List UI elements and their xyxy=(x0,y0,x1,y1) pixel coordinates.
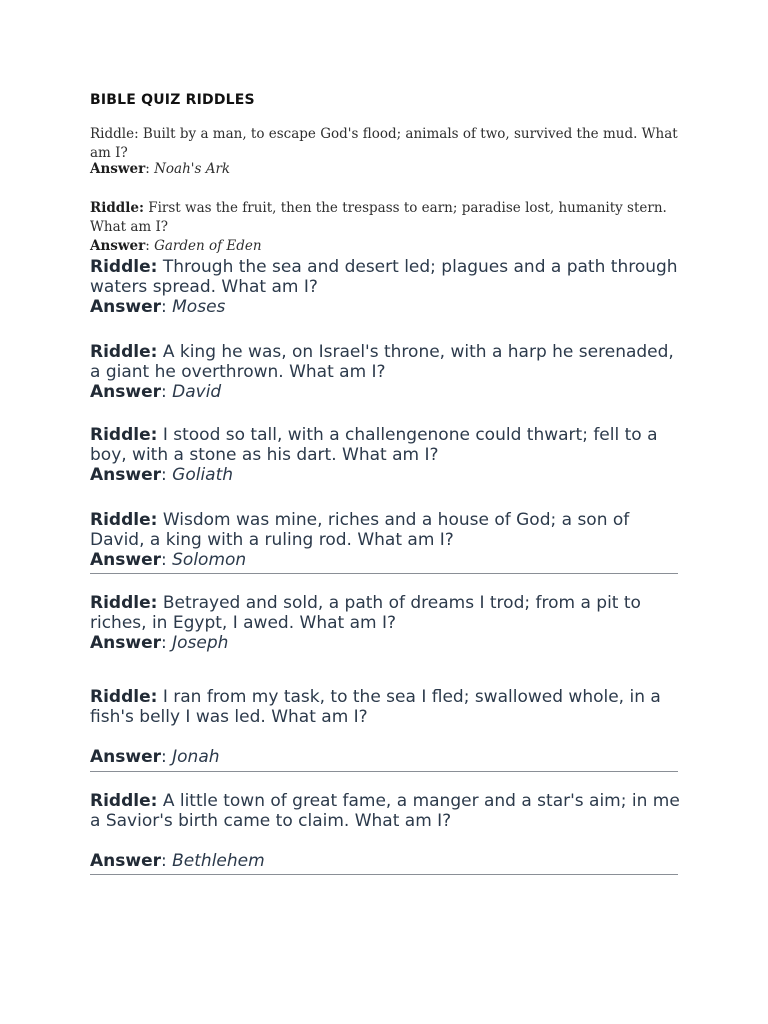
divider xyxy=(90,771,678,772)
riddle-label: Riddle: xyxy=(90,257,158,277)
answer-label: Answer xyxy=(90,382,161,402)
answer-label: Answer xyxy=(90,550,161,570)
riddle-label: Riddle: xyxy=(90,126,139,142)
answer-label: Answer xyxy=(90,747,161,767)
riddle-9 xyxy=(90,791,680,871)
answer-colon: : xyxy=(145,161,150,177)
riddle-5 xyxy=(90,425,680,485)
riddle-text: I stood so tall, with a challengenone could thwart; fell to a boy, with a stone as his dart. What am I? xyxy=(90,425,658,465)
riddle-8 xyxy=(90,687,680,767)
answer-colon: : xyxy=(161,382,167,402)
riddle-text: Through the sea and desert led; plagues and a path through waters spread. What am I? xyxy=(90,257,678,297)
riddle-text: Wisdom was mine, riches and a house of God; a son of David, a king with a ruling rod. What am I? xyxy=(90,510,630,550)
riddle-label: Riddle: xyxy=(90,342,158,362)
answer-colon: : xyxy=(161,633,167,653)
divider xyxy=(90,874,678,875)
answer-colon: : xyxy=(161,747,167,767)
answer-text: Goliath xyxy=(172,465,234,485)
answer-colon: : xyxy=(161,465,167,485)
answer-text: Jonah xyxy=(172,747,220,767)
riddle-4 xyxy=(90,342,680,402)
answer-label: Answer xyxy=(90,238,146,254)
riddle-3 xyxy=(90,257,680,317)
page-title: BIBLE QUIZ RIDDLES xyxy=(90,92,255,108)
riddle-label: Riddle: xyxy=(90,687,158,707)
riddle-text: I ran from my task, to the sea I fled; swallowed whole, in a fish's belly I was led. What am I? xyxy=(90,687,661,727)
answer-label: Answer xyxy=(90,633,161,653)
riddle-2 xyxy=(90,199,680,256)
riddle-text: A king he was, on Israel's throne, with a harp he serenaded, a giant he overthrown. What am I? xyxy=(90,342,674,382)
riddle-text: Built by a man, to escape God's flood; animals of two, survived the mud. What am I? xyxy=(90,126,678,161)
answer-text: Noah's Ark xyxy=(154,161,231,177)
riddle-1 xyxy=(90,125,680,163)
riddle-text: First was the fruit, then the trespass to earn; paradise lost, humanity stern. What am I? xyxy=(90,200,667,235)
answer-colon: : xyxy=(161,550,167,570)
divider xyxy=(90,573,678,574)
riddle-7 xyxy=(90,593,680,653)
answer-label: Answer xyxy=(90,465,161,485)
answer-text: Solomon xyxy=(172,550,247,570)
answer-text: David xyxy=(172,382,222,402)
answer-text: Garden of Eden xyxy=(154,238,262,254)
riddle-label: Riddle: xyxy=(90,593,158,613)
answer-colon: : xyxy=(161,297,167,317)
answer-text: Moses xyxy=(172,297,226,317)
answer-text: Joseph xyxy=(172,633,229,653)
answer-label: Answer xyxy=(90,851,161,871)
riddle-label: Riddle: xyxy=(90,425,158,445)
riddle-text: A little town of great fame, a manger and a star's aim; in me a Savior's birth came to claim. What am I? xyxy=(90,791,680,831)
riddle-text: Betrayed and sold, a path of dreams I trod; from a pit to riches, in Egypt, I awed. What am I? xyxy=(90,593,641,633)
answer-1 xyxy=(90,160,680,179)
answer-colon: : xyxy=(145,238,150,254)
riddle-6 xyxy=(90,510,680,570)
riddle-label: Riddle: xyxy=(90,791,158,811)
riddle-label: Riddle: xyxy=(90,200,144,216)
answer-colon: : xyxy=(161,851,167,871)
answer-label: Answer xyxy=(90,297,161,317)
riddle-label: Riddle: xyxy=(90,510,158,530)
answer-label: Answer xyxy=(90,161,146,177)
answer-text: Bethlehem xyxy=(172,851,265,871)
